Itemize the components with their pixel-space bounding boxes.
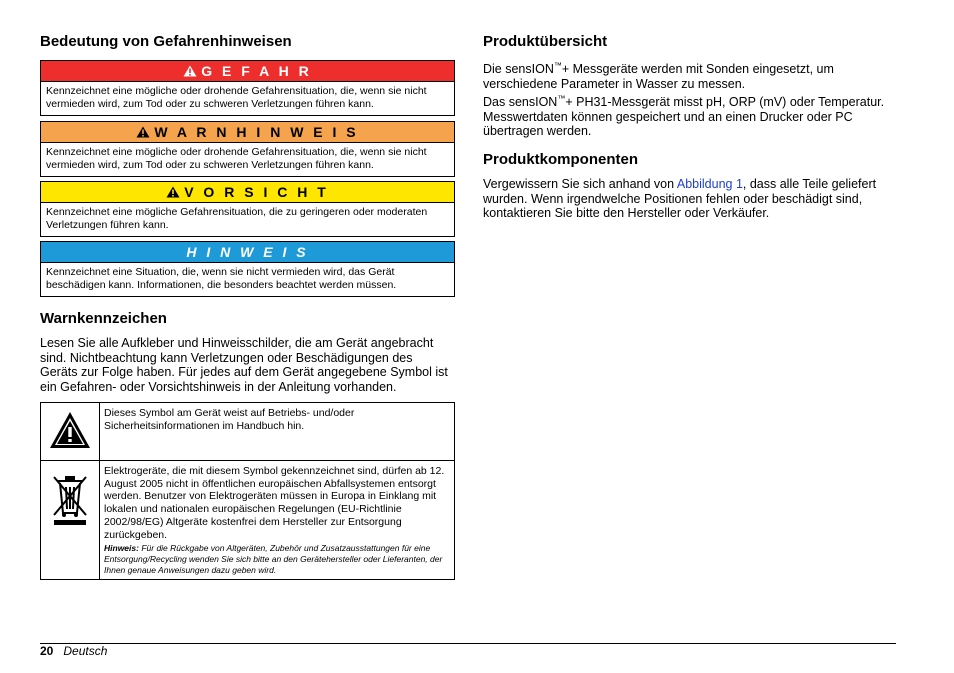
text-run: Das sensION (483, 95, 558, 110)
danger-banner (41, 61, 454, 82)
labels-paragraph: Lesen Sie alle Aufkleber und Hinweisschilder, die am Gerät angebracht sind. Nichtbeachtung kann Verletzungen oder Beschädigungen des Geräts zur Folge haben. Für jedes auf dem Gerät angegebene Symbol ist ein Gefahren- oder Vorsichtshinweis in der Anleitung vorhanden. (40, 336, 448, 394)
text-run: + Messgeräte werden mit Sonden eingesetzt, um verschiedene Parameter in Wasser zu messen. (483, 62, 834, 91)
table-row (41, 461, 455, 580)
text-run: Vergewissern Sie sich anhand von (483, 177, 677, 191)
overview-heading: Produktübersicht (483, 33, 608, 50)
overview-paragraph-2 (483, 92, 893, 139)
danger-label: G E F A H R (201, 63, 312, 79)
text-run: , dass alle Teile geliefert wurden. Wenn irgendwelche Positionen fehlen oder beschädigt sind, kontaktieren Sie bitte den Hersteller oder Verkäufer. (483, 177, 877, 220)
note-label: Hinweis: (104, 543, 139, 554)
hazard-heading: Bedeutung von Gefahrenhinweisen (40, 33, 292, 50)
symbol-cell (41, 403, 100, 461)
symbol-table (40, 402, 455, 580)
page-footer (40, 644, 107, 658)
note-text: Für die Rückgabe von Altgeräten, Zubehör und Zusatzausstattungen für eine Entsorgung/Recycling wenden Sie sich bitte an den Gerätehersteller oder Lieferanten, der Ihnen genaue Anweisungen dazu geben wird. (104, 543, 443, 576)
warning-triangle-icon (183, 65, 197, 77)
caution-label: V O R S I C H T (184, 184, 329, 200)
notice-box (40, 241, 455, 297)
warning-triangle-icon (166, 186, 180, 198)
notice-text: Kennzeichnet eine Situation, die, wenn sie nicht vermieden wird, das Gerät beschädigen kann. Informationen, die besonders beachtet werden müssen. (46, 266, 397, 291)
danger-box (40, 60, 455, 116)
symbol-cell (41, 461, 100, 580)
text-run: + PH31-Messgerät misst pH, ORP (mV) oder Temperatur. Messwertdaten können gespeichert und an einen Drucker oder PC übertragen werden. (483, 95, 885, 139)
caution-banner (41, 182, 454, 203)
warning-label: W A R N H I N W E I S (154, 124, 359, 140)
caution-box (40, 181, 455, 237)
page-number: 20 (40, 644, 54, 658)
warning-triangle-icon (48, 410, 92, 450)
weee-text: Elektrogeräte, die mit diesem Symbol gekennzeichnet sind, dürfen ab 12. August 2005 nicht in öffentlichen europäischen Abfallsystemen entsorgt werden. Benutzer von Elektrogeräten müssen in Europa in Einklang mit lokalen und nationalen europäischen Regelungen (EU-Richtlinie 2002/98/EG) Altgeräte kostenfrei dem Hersteller zur Entsorgung zurückgeben. (104, 465, 445, 541)
warning-triangle-icon (136, 126, 150, 138)
table-row (41, 403, 455, 461)
weee-note (104, 543, 450, 576)
warning-banner (41, 122, 454, 143)
trademark: ™ (557, 94, 566, 103)
danger-text: Kennzeichnet eine mögliche oder drohende Gefahrensituation, die, wenn sie nicht vermieden wird, zum Tod oder zu schweren Verletzungen führen kann. (46, 85, 427, 110)
trademark: ™ (553, 61, 562, 70)
text-run: Die sensION (483, 62, 554, 77)
symbol-description (100, 461, 455, 580)
warning-box (40, 121, 455, 177)
caution-text: Kennzeichnet eine mögliche Gefahrensituation, die zu geringeren oder moderaten Verletzungen führen kann. (46, 206, 428, 231)
components-heading: Produktkomponenten (483, 151, 639, 168)
warning-text: Kennzeichnet eine mögliche oder drohende Gefahrensituation, die, wenn sie nicht vermieden wird, zum Tod oder zu schweren Verletzungen führen kann. (46, 146, 427, 171)
footer-rule (40, 643, 896, 644)
footer-language: Deutsch (63, 644, 108, 658)
symbol-description: Dieses Symbol am Gerät weist auf Betriebs- und/oder Sicherheitsinformationen im Handbuch hin. (100, 403, 455, 461)
weee-crossed-bin-icon (50, 471, 90, 527)
components-paragraph (483, 177, 893, 221)
overview-paragraph-1 (483, 59, 888, 91)
notice-banner (41, 242, 454, 263)
notice-label: H I N W E I S (186, 244, 309, 260)
labels-heading: Warnkennzeichen (40, 310, 167, 327)
figure-link[interactable]: Abbildung 1 (676, 177, 743, 191)
